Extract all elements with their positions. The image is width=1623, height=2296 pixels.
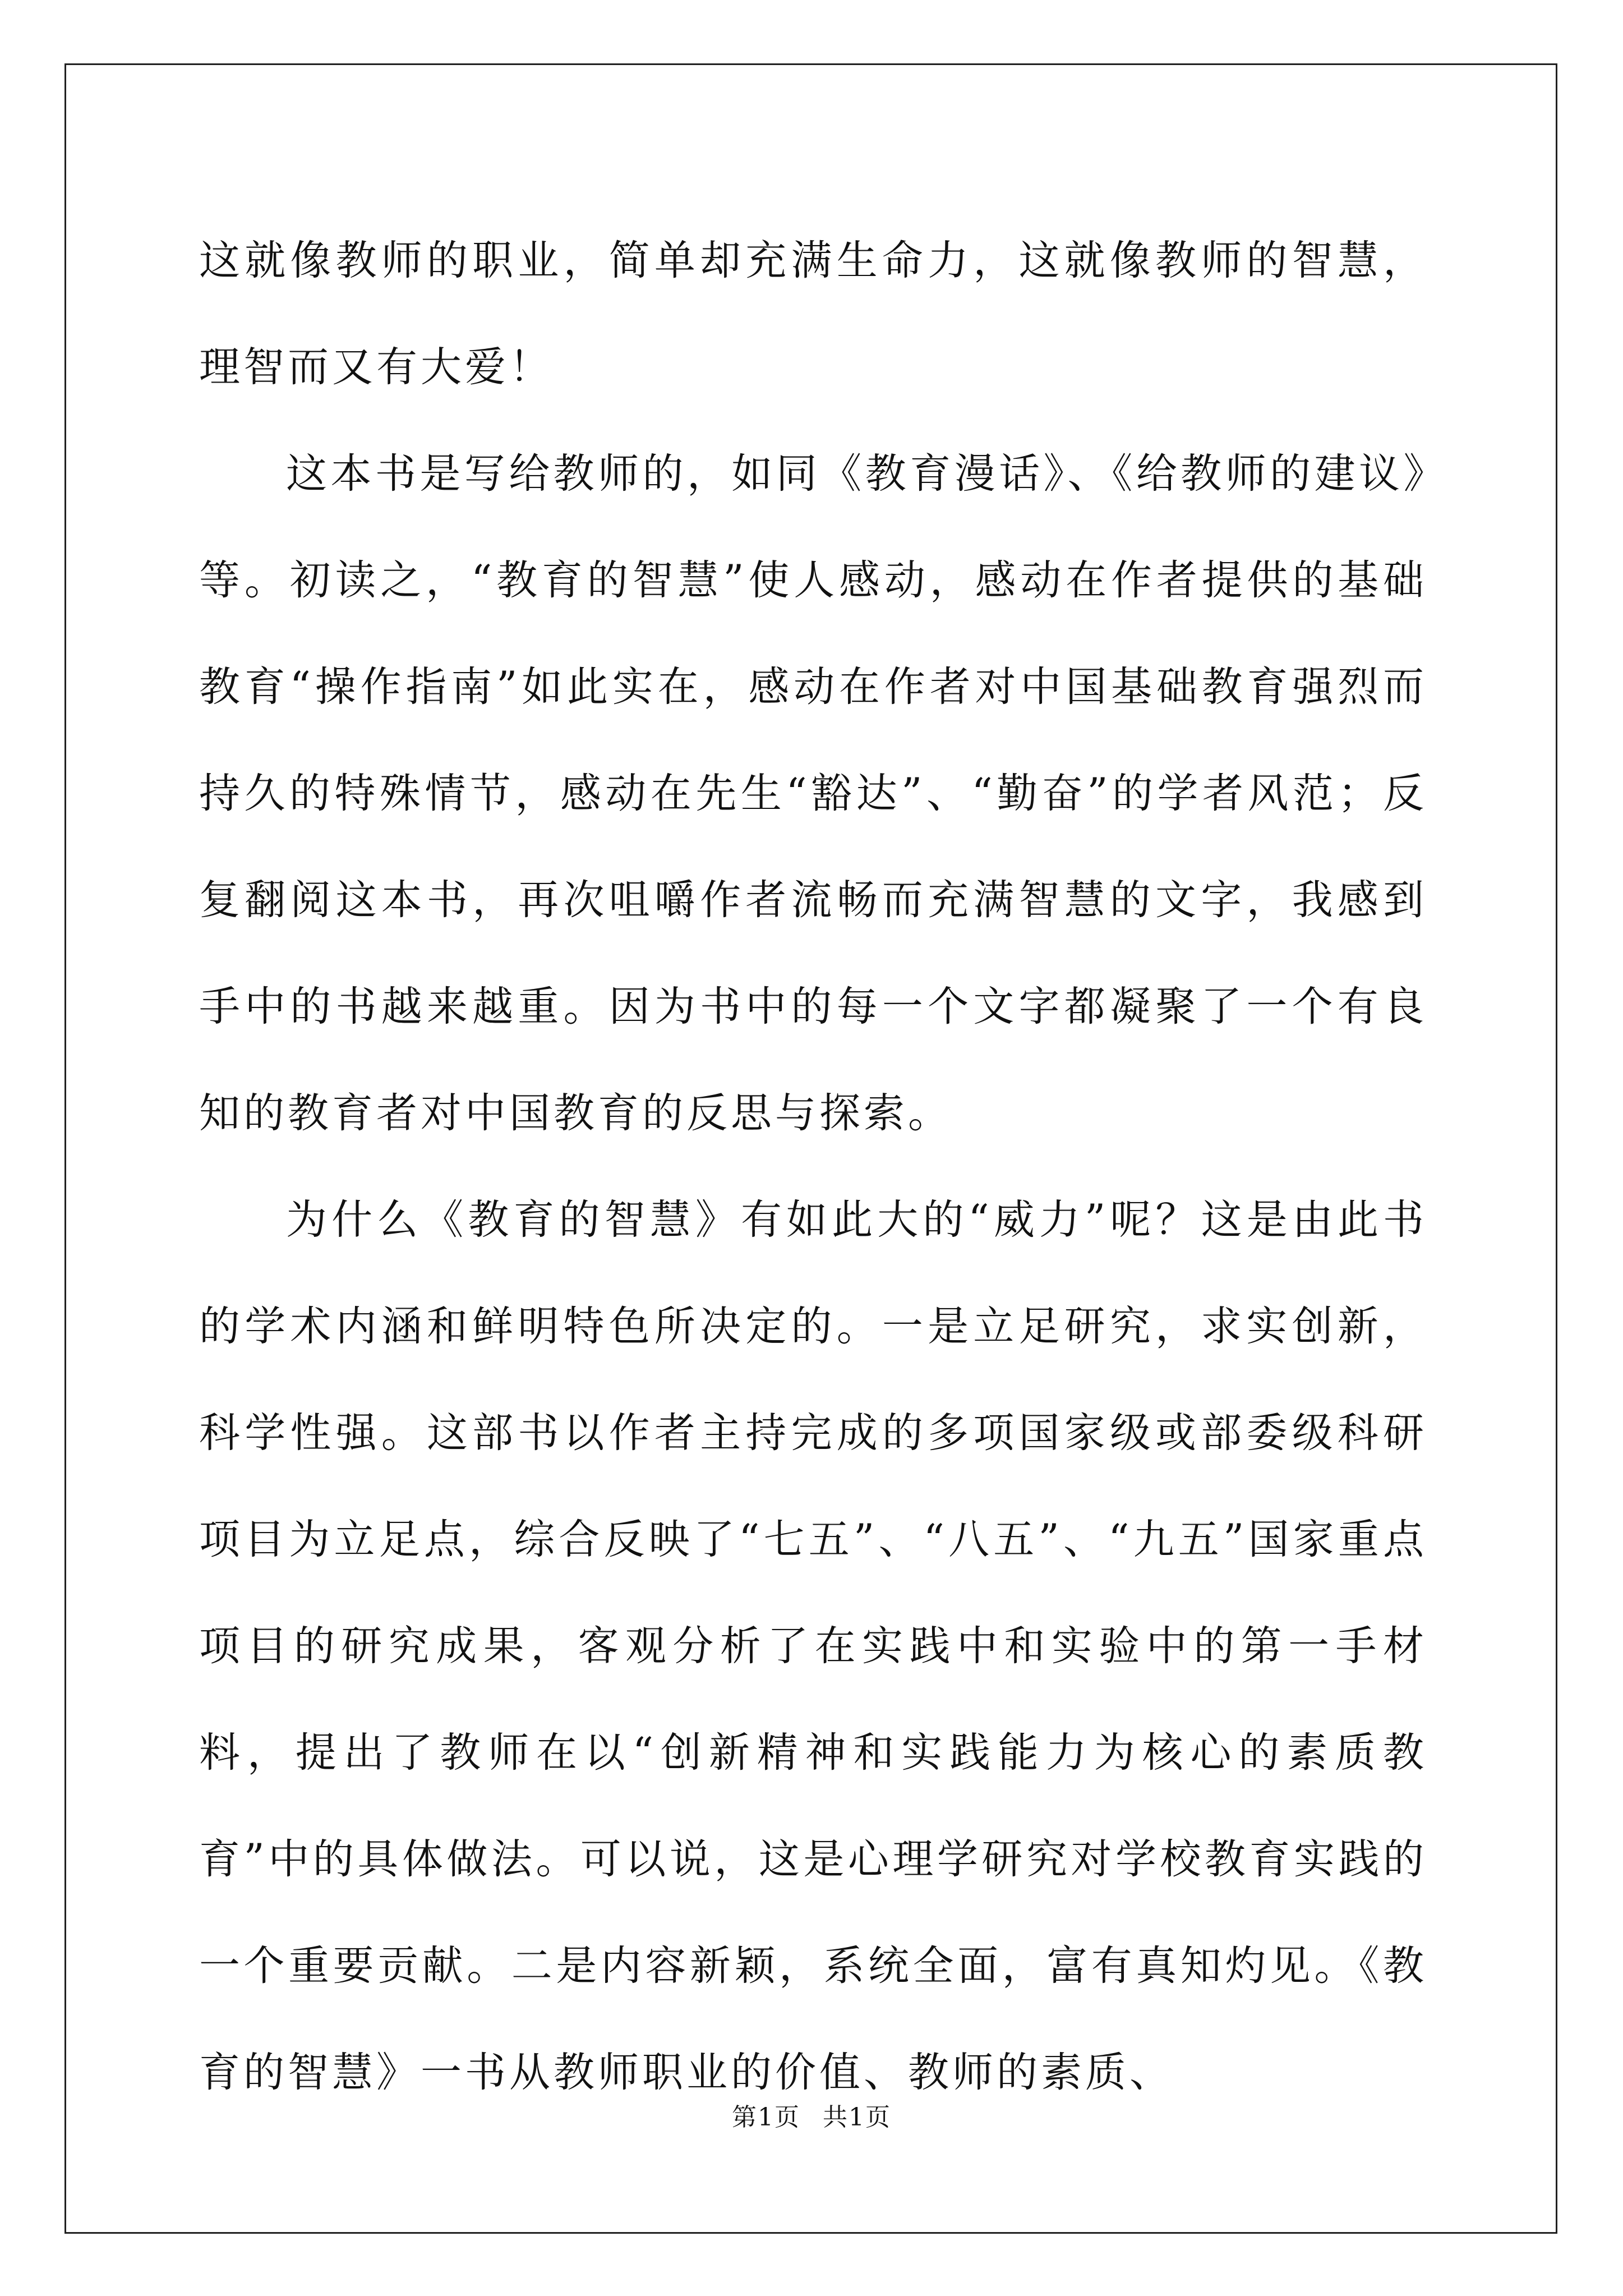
document-body bbox=[199, 208, 1427, 2126]
paragraph-2: 这本书是写给教师的，如同《教育漫话》、《给教师的建议》等。初读之，“教育的智慧”使人感动，感动在作者提供的基础教育“操作指南”如此实在，感动在作者对中国基础教育强烈而持久的特殊情节，感动在先生“豁达”、“勤奋”的学者风范；反复翻阅这本书，再次咀嚼作者流畅而充满智慧的文字，我感到手中的书越来越重。因为书中的每一个文字都凝聚了一个有良知的教育者对中国教育的反思与探索。 bbox=[199, 450, 1427, 1137]
page-total: 共1页 bbox=[823, 2103, 891, 2132]
page-number: 第1页 bbox=[732, 2103, 800, 2132]
paragraph-3: 为什么《教育的智慧》有如此大的“威力”呢？这是由此书的学术内涵和鲜明特色所决定的。一是立足研究，求实创新，科学性强。这部书以作者主持完成的多项国家级或部委级科研项目为立足点，综合反映了“七五”、“八五”、“九五”国家重点项目的研究成果，客观分析了在实践中和实验中的第一手材料，提出了教师在以“创新精神和实践能力为核心的素质教育”中的具体做法。可以说，这是心理学研究对学校教育实践的一个重要贡献。二是内容新颖，系统全面，富有真知灼见。《教育的智慧》一书从教师职业的价值、教师的素质、 bbox=[199, 1196, 1427, 2096]
paragraph-1: 这就像教师的职业，简单却充满生命力，这就像教师的智慧，理智而又有大爱！ bbox=[199, 237, 1427, 391]
page-footer bbox=[0, 2101, 1623, 2134]
